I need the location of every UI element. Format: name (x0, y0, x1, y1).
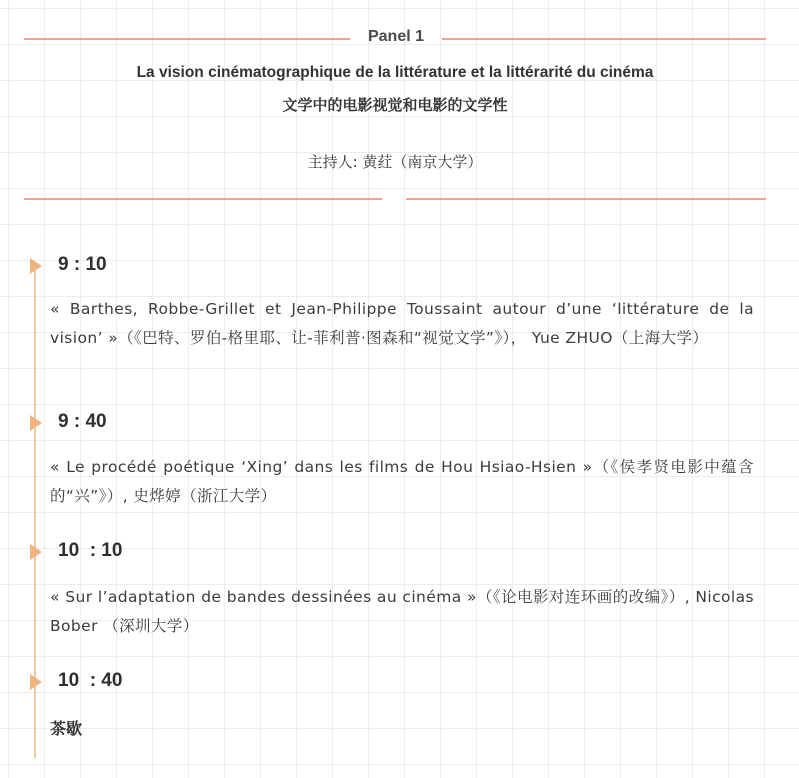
session-time: 10 : 40 (58, 670, 123, 691)
session-time: 9 : 40 (58, 411, 107, 432)
section-divider-left (24, 198, 382, 200)
moderator-line: 主持人: 黄荭（南京大学） (307, 153, 483, 171)
panel-label: Panel 1 (367, 28, 425, 45)
timeline-marker-icon (30, 544, 42, 560)
panel-title-chinese: 文学中的电影视觉和电影的文学性 (282, 96, 508, 114)
header-divider-left (24, 38, 350, 40)
panel-title-french: La vision cinématographique de la littérature et la littérarité du cinéma (136, 64, 654, 81)
header-divider-right (442, 38, 766, 40)
timeline-marker-icon (30, 258, 42, 274)
session-description: « Barthes, Robbe-Grillet et Jean-Philippe Toussaint autour d’une ‘littérature de la vision’ »（《巴特、罗伯-格里耶、让-菲利普·图森和“视觉文学”》）， Yue ZHUO（上海大学） (50, 300, 754, 347)
session-description: « Sur l’adaptation de bandes dessinées au cinéma »（《论电影对连环画的改编》）, Nicolas Bober （深圳大学） (50, 588, 754, 635)
timeline-marker-icon (30, 415, 42, 431)
section-divider-right (406, 198, 766, 200)
session-description: « Le procédé poétique ‘Xing’ dans les films de Hou Hsiao-Hsien »（《侯孝贤电影中蕴含的“兴”》）, 史烨婷（浙江大学） (50, 458, 754, 505)
break-label: 茶歇 (50, 719, 83, 738)
session-time: 9 : 10 (58, 254, 107, 275)
session-time: 10 : 10 (58, 540, 123, 561)
timeline-marker-icon (30, 674, 42, 690)
